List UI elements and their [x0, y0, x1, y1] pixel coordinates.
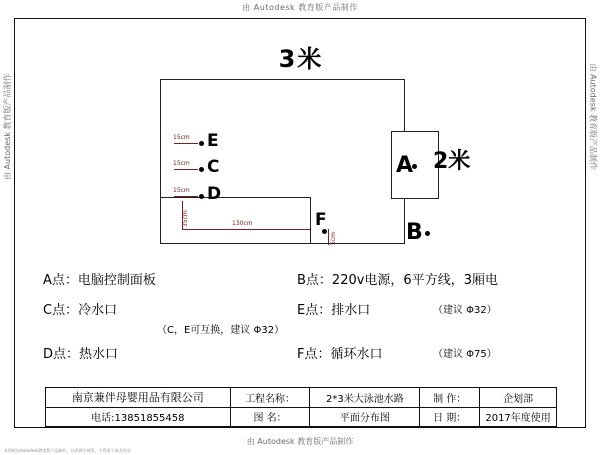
title-block — [45, 387, 557, 427]
legend-item-f: F点：循环水口 — [297, 347, 383, 362]
legend-item-e: E点：排水口 — [297, 303, 371, 318]
dim-text-e: 15cm — [173, 134, 190, 141]
watermark-footnote: 本图纸由Autodesk教育版产品制作，仅供教学使用，不得用于商业用途 — [4, 448, 131, 453]
point-label-a: A — [396, 153, 414, 178]
value-drawing: 平面分布图 — [339, 413, 390, 425]
title-block-labels2-col — [420, 388, 480, 426]
point-dot-c — [199, 167, 204, 172]
label-project: 工程名称： — [231, 388, 310, 408]
legend-note-f: （建议 Φ75） — [433, 349, 497, 360]
label-maker: 制 作： — [420, 388, 479, 408]
watermark-bottom: 由 Autodesk 教育版产品制作 — [246, 437, 354, 446]
dim-line-bottom — [182, 229, 310, 230]
company-name: 南京兼伴母婴用品有限公司 — [46, 388, 230, 408]
legend-item-b: B点：220v电源，6平方线，3厢电 — [297, 273, 498, 288]
company-phone: 电话:13851855458 — [91, 413, 185, 425]
value-project: 2*3米大泳池水路 — [310, 388, 419, 408]
value-maker: 企划部 — [480, 388, 556, 408]
dim-text-f: 5cm — [330, 232, 337, 245]
label-drawing: 图 名： — [253, 413, 287, 425]
legend-item-c: C点：冷水口 — [43, 303, 118, 318]
dim-text-d: 15cm — [173, 187, 190, 194]
title-block-values2-col — [480, 388, 556, 426]
point-label-d: D — [207, 184, 222, 204]
dim-text-bottom: 130cm — [232, 220, 253, 227]
dimension-label-height: 2米 — [433, 149, 471, 174]
point-label-b: B — [406, 220, 423, 245]
legend-item-d: D点：热水口 — [43, 347, 119, 362]
watermark-left: 由 Autodesk 教育版产品制作 — [3, 73, 12, 180]
value-date: 2017年度使用 — [485, 413, 551, 425]
point-dot-b — [425, 231, 430, 236]
watermark-right: 由 Autodesk 教育版产品制作 — [588, 63, 597, 170]
title-block-labels-col — [231, 388, 311, 426]
dim-line-f — [328, 229, 329, 245]
dim-line-d — [174, 196, 198, 197]
dim-text-vertical: 35cm — [182, 210, 189, 227]
dim-line-e — [174, 143, 198, 144]
point-dot-d — [199, 194, 204, 199]
legend-item-a: A点：电脑控制面板 — [43, 273, 156, 288]
point-dot-e — [199, 141, 204, 146]
title-block-company-col — [46, 388, 231, 426]
legend-note-e: （建议 Φ32） — [433, 305, 497, 316]
point-label-f: F — [315, 210, 327, 230]
legend-block — [15, 269, 587, 379]
point-label-e: E — [207, 131, 219, 151]
legend-note-ce: （C，E可互换，建议 Φ32） — [157, 325, 285, 336]
point-label-c: C — [207, 157, 220, 177]
dimension-label-width: 3米 — [278, 45, 324, 73]
dim-text-c: 15cm — [173, 160, 190, 167]
watermark-top: 由 Autodesk 教育版产品制作 — [242, 3, 358, 12]
label-date: 日 期： — [433, 413, 467, 425]
drawing-sheet — [14, 18, 586, 428]
title-block-values-col — [310, 388, 420, 426]
pool-plan — [160, 79, 423, 245]
dim-line-c — [174, 169, 198, 170]
